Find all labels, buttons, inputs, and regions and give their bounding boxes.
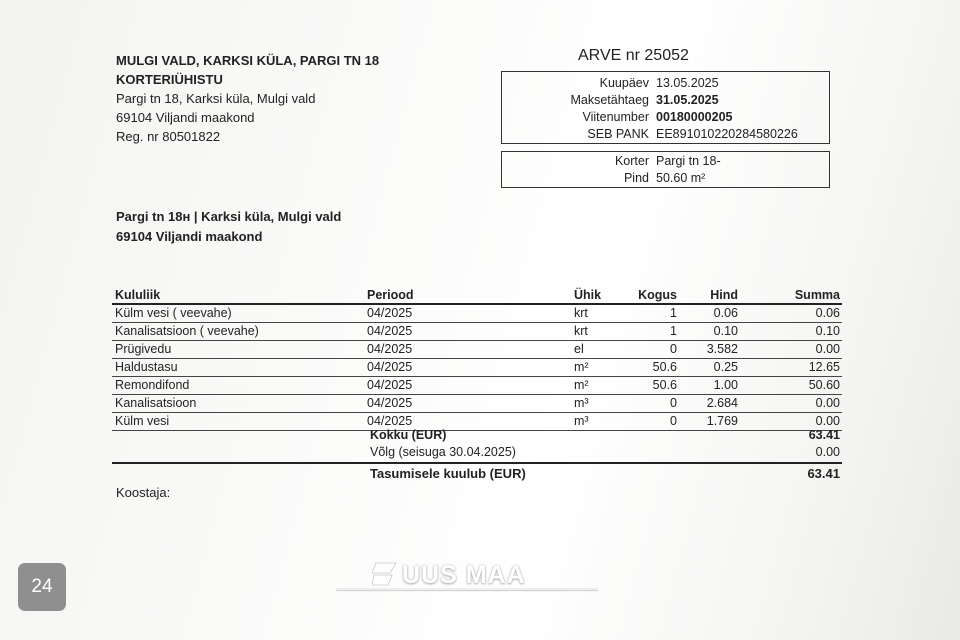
payable-row [112,465,842,483]
apartment-value: Pargi tn 18- [656,154,721,168]
debt-label: Võlg (seisuga 30.04.2025) [370,445,516,459]
watermark-logo [372,561,526,589]
cell-period: 04/2025 [367,414,413,428]
charges-table [112,287,842,431]
cell-period: 04/2025 [367,378,413,392]
recipient-block [116,207,341,247]
apartment-label: Korter [614,154,649,168]
apartment-row [502,153,829,170]
header-sum: Summa [794,288,840,302]
table-row [112,395,842,413]
header-unit: Ühik [574,288,602,302]
cell-sum: 12.65 [808,360,840,374]
detail-label: Maksetähtaeg [570,93,649,107]
detail-label: Kuupäev [599,76,649,90]
cell-qty: 0 [670,342,677,356]
logo-underline [336,588,598,590]
cell-period: 04/2025 [367,396,413,410]
cell-price: 1.00 [713,378,738,392]
cell-sum: 0.10 [815,324,840,338]
sender-reg: Reg. nr 80501822 [116,129,221,144]
cell-unit: m² [574,360,589,374]
cell-unit: krt [574,306,588,320]
total-label: Kokku (EUR) [370,428,447,442]
header-item: Kululiik [115,288,161,302]
detail-row-due [502,92,829,109]
detail-value: 31.05.2025 [656,93,719,107]
cell-qty: 50.6 [652,360,677,374]
cell-item: Prügivedu [115,342,172,356]
cell-price: 0.25 [713,360,738,374]
header-price: Hind [710,288,738,302]
logo-text: UUS MAA [402,561,526,589]
compiler-label: Koostaja: [116,485,171,500]
cell-item: Kanalisatsioon ( veevahe) [115,324,259,338]
cell-item: Remondifond [115,378,190,392]
detail-value: EE891010220284580226 [656,127,798,141]
total-row [112,427,842,444]
recipient-line-2: 69104 Viljandi maakond [116,229,263,244]
cell-sum: 50.60 [808,378,840,392]
table-row [112,359,842,377]
detail-label: Viitenumber [582,110,649,124]
invoice-title: ARVE nr 25052 [578,47,689,64]
cell-item: Kanalisatsioon [115,396,197,410]
cell-unit: m² [574,378,589,392]
sender-name: MULGI VALD, KARKSI KÜLA, PARGI TN 18 [116,53,380,68]
cell-qty: 1 [670,324,677,338]
debt-value: 0.00 [815,445,840,459]
payable-label: Tasumisele kuulub (EUR) [370,466,526,481]
detail-value: 00180000205 [656,110,733,124]
detail-row-date [502,75,829,92]
cell-price: 0.10 [713,324,738,338]
channel-badge: 24 [18,563,66,611]
table-row [112,305,842,323]
cell-price: 2.684 [706,396,738,410]
sender-city: 69104 Viljandi maakond [116,110,255,125]
cell-period: 04/2025 [367,306,413,320]
apartment-box [501,151,830,188]
detail-row-reference [502,109,829,126]
header-period: Periood [367,288,414,302]
cell-qty: 1 [670,306,677,320]
cell-qty: 0 [670,414,677,428]
cell-price: 1.769 [706,414,738,428]
debt-row [112,444,842,461]
cell-item: Külm vesi [115,414,170,428]
detail-row-bank [502,126,829,143]
cell-item: Külm vesi ( veevahe) [115,306,232,320]
totals-block [112,427,842,461]
cell-unit: el [574,342,584,356]
cell-qty: 50.6 [652,378,677,392]
cell-item: Haldustasu [115,360,178,374]
logo-mark-icon [372,561,398,587]
cell-sum: 0.00 [815,342,840,356]
cell-qty: 0 [670,396,677,410]
header-qty: Kogus [638,288,677,302]
table-header [112,287,842,305]
table-row [112,341,842,359]
table-row [112,377,842,395]
recipient-line-1: Pargi tn 18н | Karksi küla, Mulgi vald [116,209,342,224]
area-label: Pind [623,171,649,185]
cell-price: 0.06 [713,306,738,320]
detail-label: SEB PANK [587,127,649,141]
total-value: 63.41 [808,428,840,442]
detail-value: 13.05.2025 [656,76,719,90]
table-row [112,323,842,341]
cell-unit: m³ [574,414,589,428]
cell-unit: krt [574,324,588,338]
invoice-details-box [501,71,830,144]
area-value: 50.60 m² [656,171,706,185]
cell-sum: 0.00 [815,414,840,428]
cell-period: 04/2025 [367,324,413,338]
cell-price: 3.582 [706,342,738,356]
cell-sum: 0.00 [815,396,840,410]
cell-unit: m³ [574,396,589,410]
totals-divider [112,462,842,464]
sender-type: KORTERIÜHISTU [116,72,223,87]
sender-block [116,51,379,146]
sender-street: Pargi tn 18, Karksi küla, Mulgi vald [116,91,316,106]
cell-sum: 0.06 [815,306,840,320]
cell-period: 04/2025 [367,342,413,356]
cell-period: 04/2025 [367,360,413,374]
area-row [502,170,829,187]
payable-value: 63.41 [807,466,840,481]
